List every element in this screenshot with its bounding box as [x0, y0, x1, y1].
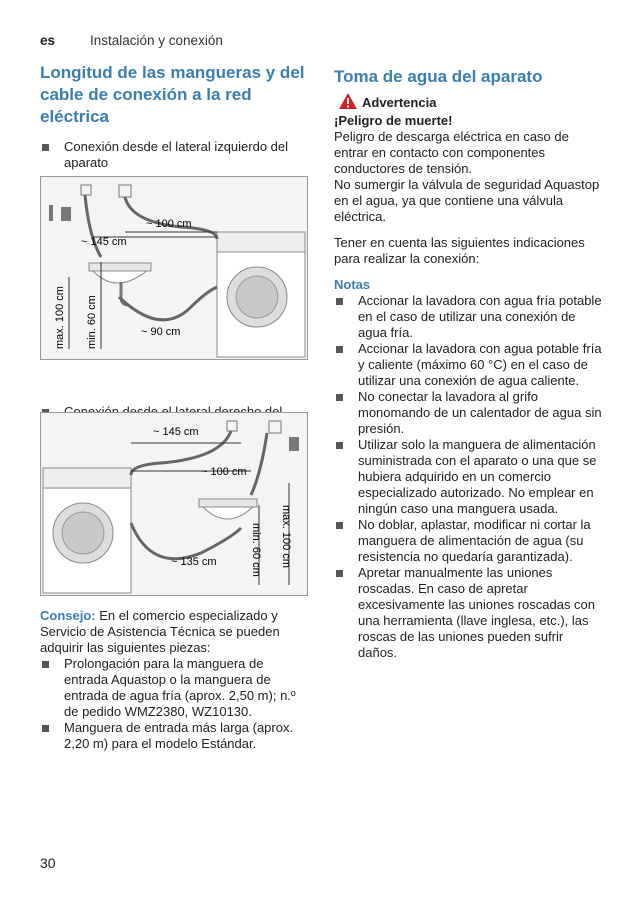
dim-90cm-left: ~ 90 cm — [141, 326, 181, 338]
language-code: es — [40, 33, 56, 48]
tip-block — [40, 608, 310, 752]
note-item: Accionar la lavadora con agua fría potable en el caso de utilizar una conexión de agua fría. — [334, 293, 602, 341]
warning-label: Advertencia — [362, 95, 437, 110]
section-heading-hoses: Longitud de las mangueras y del cable de conexión a la red eléctrica — [40, 63, 305, 126]
dim-135cm-right: ~ 135 cm — [171, 556, 217, 568]
dim-min-right: min. 60 cm — [250, 523, 262, 577]
tip-text: En el comercio especializado y Servicio de Asistencia Técnica se pueden adquirir las siguientes piezas: — [40, 608, 280, 655]
warning-icon — [338, 92, 358, 110]
dim-100cm-right: ~ 100 cm — [201, 466, 247, 478]
note-item: Utilizar solo la manguera de alimentación suministrada con el aparato o una que se hubiera adquirido en un comercio especializado autorizado. No emplear en ningún caso una manguera usada. — [334, 437, 602, 517]
running-header — [40, 33, 223, 48]
intro-text: Tener en cuenta las siguientes indicaciones para realizar la conexión: — [334, 235, 585, 266]
note-item: No doblar, aplastar, modificar ni cortar la manguera de alimentación de agua (su resistencia no quedaría garantizada). — [334, 517, 602, 565]
diagram-right-connection — [40, 412, 308, 596]
warning-text: Peligro de descarga eléctrica en caso de entrar en contacto con componentes conductores de tensión. — [334, 129, 569, 176]
dim-min-left: min. 60 cm — [86, 295, 98, 349]
warning-heading: ¡Peligro de muerte! — [334, 113, 453, 128]
tip-item-2: Manguera de entrada más larga (aprox. 2,20 m) para el modelo Estándar. — [40, 720, 310, 752]
dim-100cm-left: ~ 100 cm — [146, 218, 192, 230]
diagram-left-connection — [40, 176, 308, 360]
dim-145cm-left: ~ 145 cm — [81, 236, 127, 248]
dim-max-right: max. 100 cm — [280, 505, 292, 568]
warning-block — [334, 93, 602, 225]
page-number: 30 — [40, 855, 56, 871]
notes-label: Notas — [334, 277, 371, 292]
note-item: Accionar la lavadora con agua potable fría y caliente (máximo 60 °C) en el caso de utilizar una conexión de agua caliente. — [334, 341, 602, 389]
notes-block — [334, 277, 602, 661]
note-item: Apretar manualmente las uniones roscadas. En caso de apretar excesivamente las uniones roscadas con una herramienta (llave inglesa, etc.), las roscas de las uniones pueden sufrir daños. — [334, 565, 602, 661]
section-heading-water-inlet: Toma de agua del aparato — [334, 67, 543, 86]
section-title: Instalación y conexión — [90, 33, 223, 48]
dim-max-left: max. 100 cm — [54, 286, 66, 349]
tip-item-1: Prolongación para la manguera de entrada Aquastop o la manguera de entrada de agua fría (aprox. 2,50 m); n.º de pedido WMZ2380, WZ10130. — [40, 656, 310, 720]
warning-text-2: No sumergir la válvula de seguridad Aquastop en el agua, ya que contiene una válvula eléctrica. — [334, 177, 600, 224]
dim-145cm-right: ~ 145 cm — [153, 426, 199, 438]
bullet-left-connection: Conexión desde el lateral izquierdo del aparato — [40, 139, 324, 171]
note-item: No conectar la lavadora al grifo monomando de un calentador de agua sin presión. — [334, 389, 602, 437]
tip-label: Consejo: — [40, 608, 96, 623]
